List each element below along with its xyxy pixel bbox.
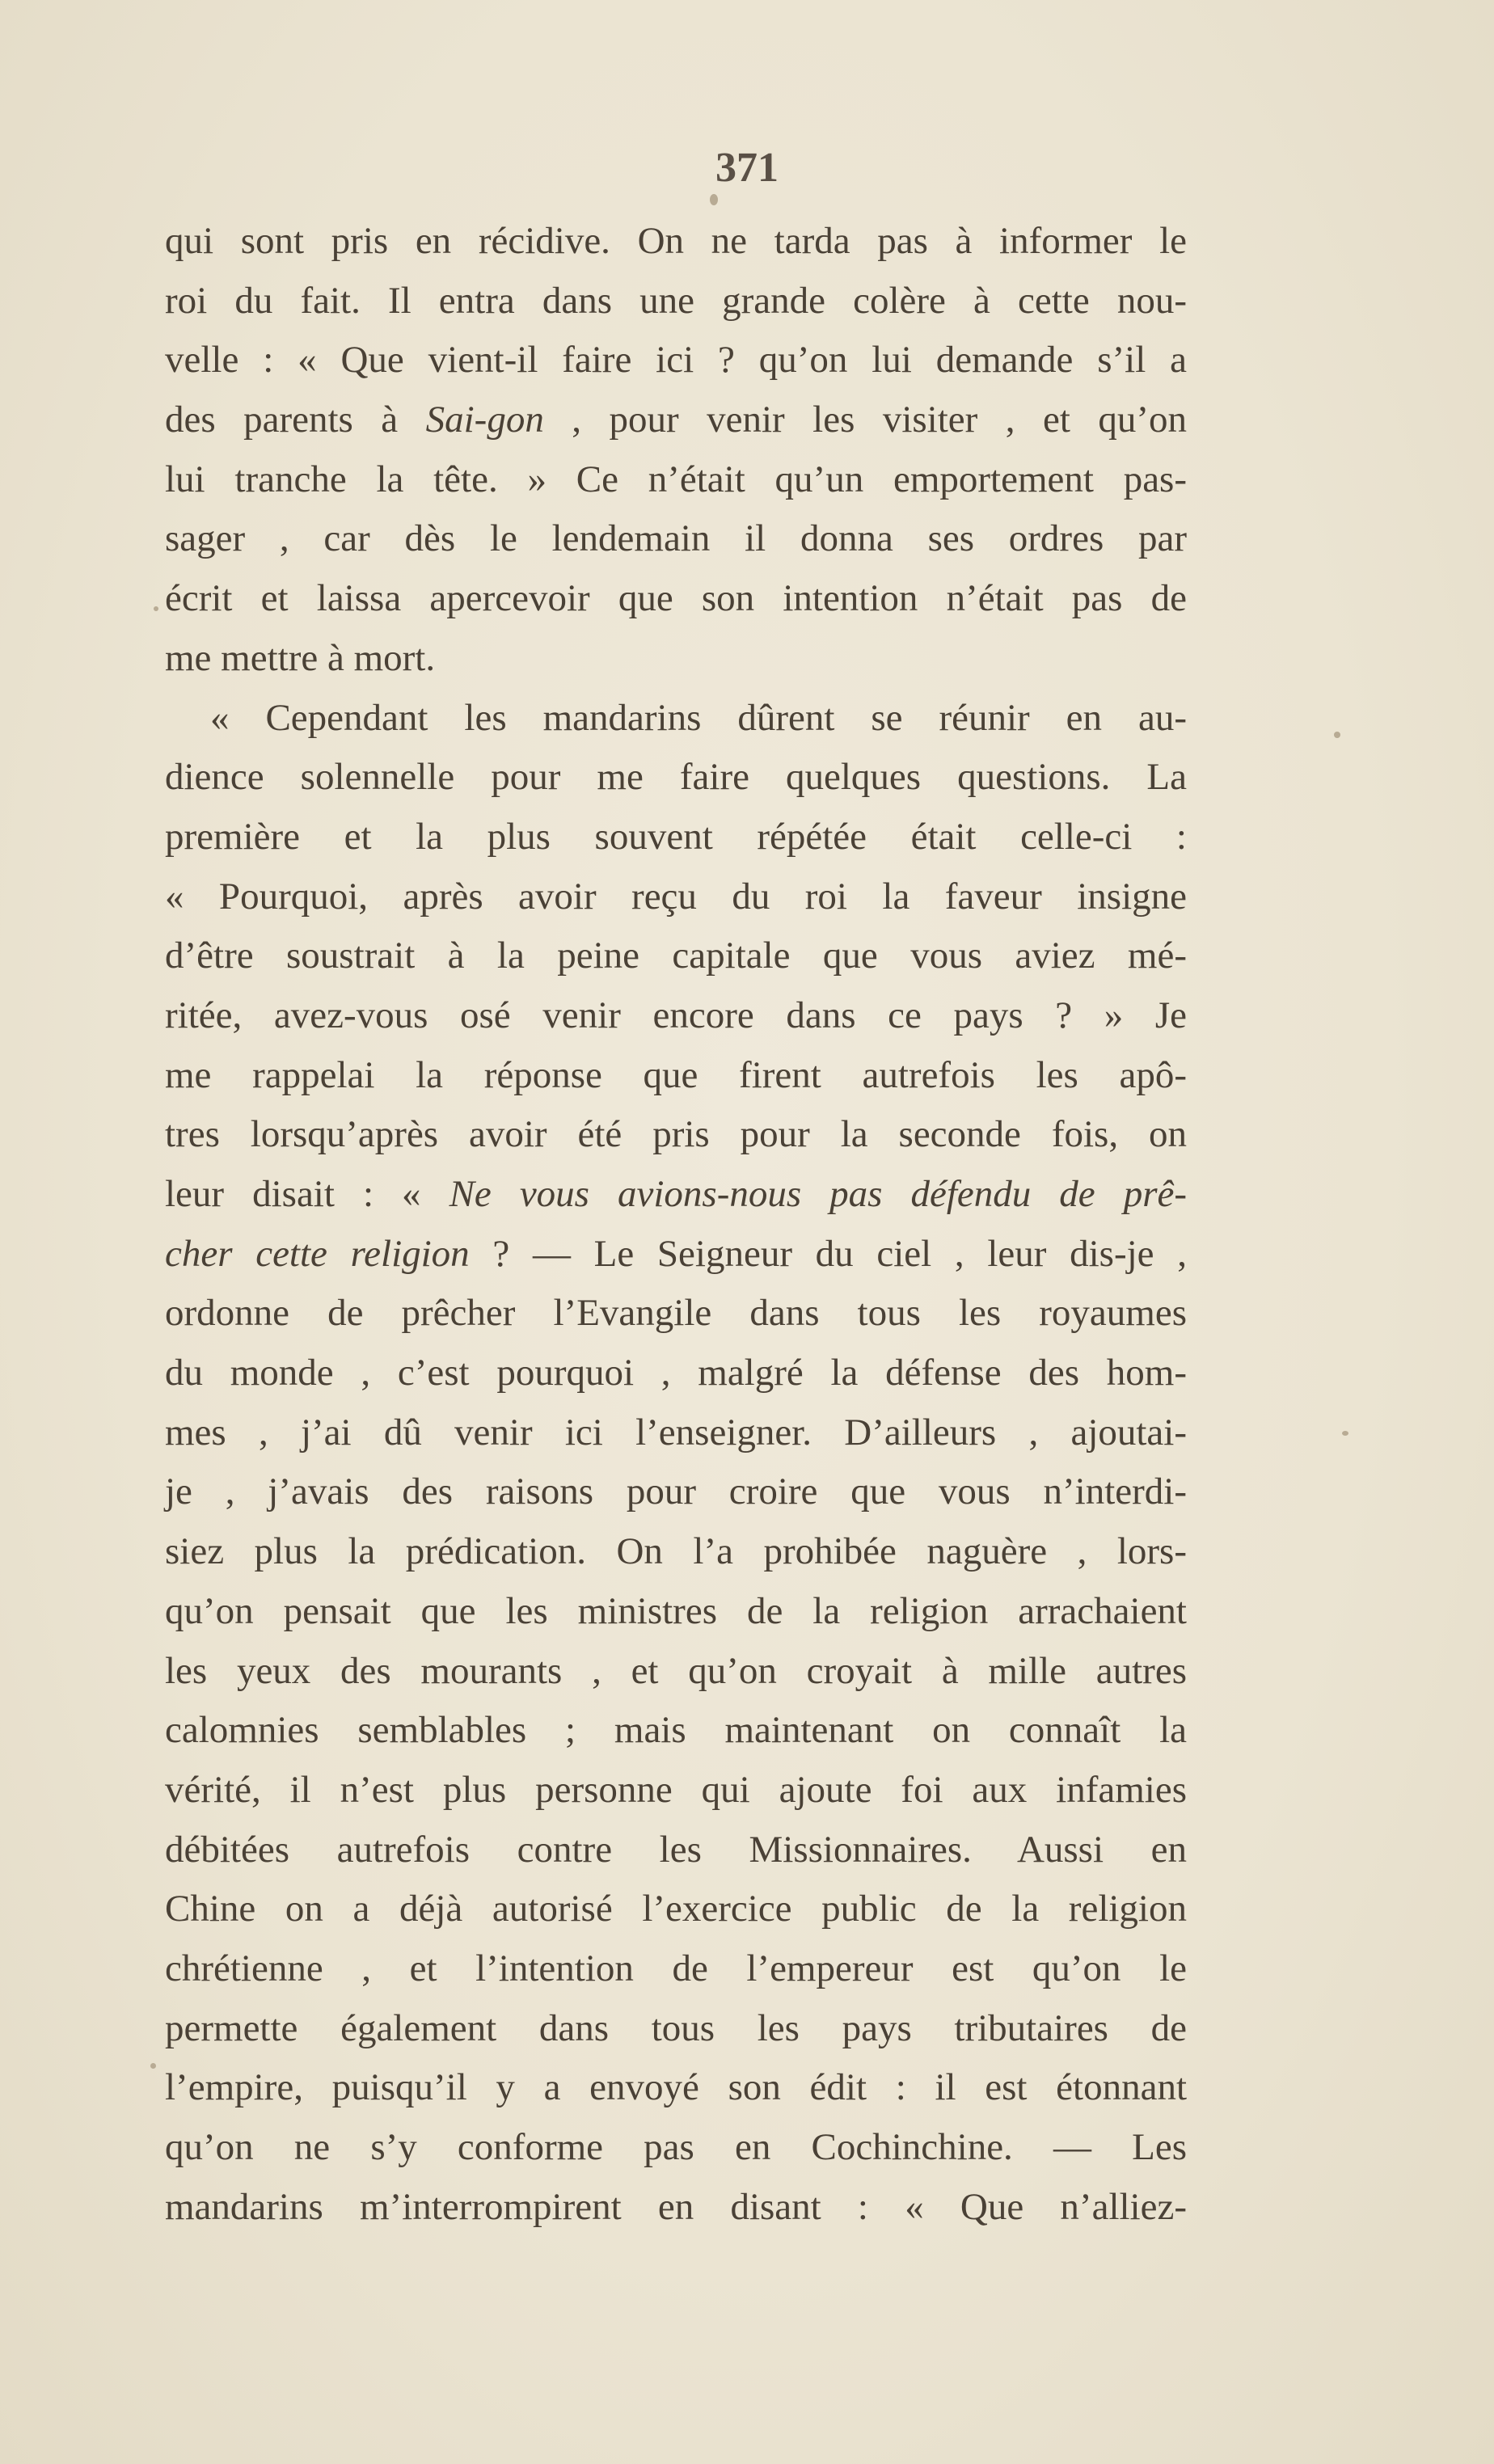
text-line: [165, 808, 1187, 867]
text-segment: écrit et laissa apercevoir que son intention n’était pas de: [165, 577, 1187, 620]
text-line: [165, 1999, 1187, 2059]
text-segment: du monde , c’est pourquoi , malgré la défense des hom-: [165, 1352, 1187, 1394]
text-segment: « Pourquoi, après avoir reçu du roi la faveur insigne: [165, 875, 1187, 918]
text-segment: mandarins m’interrompirent en disant : « Que n’alliez-: [165, 2185, 1187, 2228]
page-number: 371: [715, 145, 779, 191]
text-segment: me mettre à mort.: [165, 636, 436, 679]
text-line: [165, 689, 1187, 749]
text-segment: je , j’avais des raisons pour croire que vous n’interdi-: [165, 1470, 1187, 1513]
text-segment: des parents à: [165, 399, 426, 441]
body-text: [165, 212, 1187, 2237]
text-segment: permette également dans tous les pays tributaires de: [165, 2006, 1187, 2049]
text-segment: l’empire, puisqu’il y a envoyé son édit : il est étonnant: [165, 2066, 1187, 2109]
ink-speck: [154, 606, 158, 611]
text-segment: tres lorsqu’après avoir été pris pour la seconde fois, on: [165, 1113, 1187, 1156]
text-segment: leur disait : «: [165, 1173, 449, 1215]
text-segment: « Cependant les mandarins dûrent se réunir en au-: [210, 696, 1187, 739]
text-line: [165, 1165, 1187, 1225]
text-segment: chrétienne , et l’intention de l’empereur est qu’on le: [165, 1947, 1187, 1989]
text-segment: velle : « Que vient-il faire ici ? qu’on lui demande s’il a: [165, 339, 1187, 382]
ink-speck: [1334, 732, 1340, 738]
text-line: [165, 1821, 1187, 1880]
text-segment: siez plus la prédication. On l’a prohibée naguère , lors-: [165, 1530, 1187, 1573]
text-line: [165, 1939, 1187, 1999]
text-segment: roi du fait. Il entra dans une grande colère à cette nou-: [165, 279, 1187, 322]
text-segment: Chine on a déjà autorisé l’exercice public de la religion: [165, 1888, 1187, 1930]
text-line: [165, 509, 1187, 569]
text-line: [165, 1105, 1187, 1165]
text-segment: calomnies semblables ; mais maintenant on connaît la: [165, 1709, 1187, 1752]
ink-speck: [150, 2063, 156, 2069]
text-segment: qu’on pensait que les ministres de la religion arrachaient: [165, 1589, 1187, 1632]
text-segment: me rappelai la réponse que firent autrefois les apô-: [165, 1053, 1187, 1096]
text-line: [165, 1582, 1187, 1642]
text-segment: ritée, avez-vous osé venir encore dans ce pays ? » Je: [165, 994, 1187, 1036]
text-segment: lui tranche la tête. » Ce n’était qu’un emportement pas-: [165, 458, 1187, 500]
text-line: [165, 629, 1187, 689]
text-line: [165, 1403, 1187, 1463]
text-segment: ? — Le Seigneur du ciel , leur dis-je ,: [469, 1232, 1187, 1275]
text-line: [165, 2058, 1187, 2118]
text-line: [165, 1225, 1187, 1285]
text-line: [165, 331, 1187, 390]
text-line: [165, 2118, 1187, 2178]
text-line: [165, 1344, 1187, 1403]
italic-text: Sai-gon: [425, 399, 544, 441]
text-line: [165, 1522, 1187, 1582]
text-segment: première et la plus souvent répétée était celle-ci :: [165, 815, 1187, 858]
text-segment: mes , j’ai dû venir ici l’enseigner. D’ailleurs , ajoutai-: [165, 1411, 1187, 1454]
text-line: [165, 1284, 1187, 1344]
text-line: [165, 272, 1187, 331]
text-segment: , pour venir les visiter , et qu’on: [543, 399, 1188, 441]
text-segment: ordonne de prêcher l’Evangile dans tous les royaumes: [165, 1292, 1187, 1335]
text-line: [165, 2178, 1187, 2238]
text-line: [165, 390, 1187, 450]
text-line: [165, 212, 1187, 272]
text-segment: qu’on ne s’y conforme pas en Cochinchine. — Les: [165, 2126, 1187, 2168]
text-segment: d’être soustrait à la peine capitale que vous aviez mé-: [165, 935, 1187, 977]
text-line: [165, 1462, 1187, 1522]
text-segment: débitées autrefois contre les Missionnaires. Aussi en: [165, 1828, 1187, 1871]
text-line: [165, 986, 1187, 1046]
text-segment: dience solennelle pour me faire quelques questions. La: [165, 756, 1187, 799]
text-segment: qui sont pris en récidive. On ne tarda pas à informer le: [165, 220, 1187, 262]
ink-speck: [710, 194, 718, 205]
text-line: [165, 748, 1187, 808]
text-segment: sager , car dès le lendemain il donna ses ordres par: [165, 517, 1187, 560]
text-line: [165, 1046, 1187, 1106]
text-segment: vérité, il n’est plus personne qui ajoute foi aux infamies: [165, 1768, 1187, 1811]
text-line: [165, 569, 1187, 629]
ink-speck: [1342, 1431, 1348, 1436]
text-line: [165, 1761, 1187, 1821]
italic-text: Ne vous avions-nous pas défendu de prê-: [449, 1173, 1187, 1215]
text-line: [165, 1880, 1187, 1939]
text-segment: les yeux des mourants , et qu’on croyait à mille autres: [165, 1649, 1187, 1692]
text-line: [165, 926, 1187, 986]
italic-text: cher cette religion: [165, 1232, 470, 1275]
text-line: [165, 1642, 1187, 1702]
text-line: [165, 867, 1187, 927]
text-line: [165, 1701, 1187, 1761]
text-line: [165, 450, 1187, 510]
